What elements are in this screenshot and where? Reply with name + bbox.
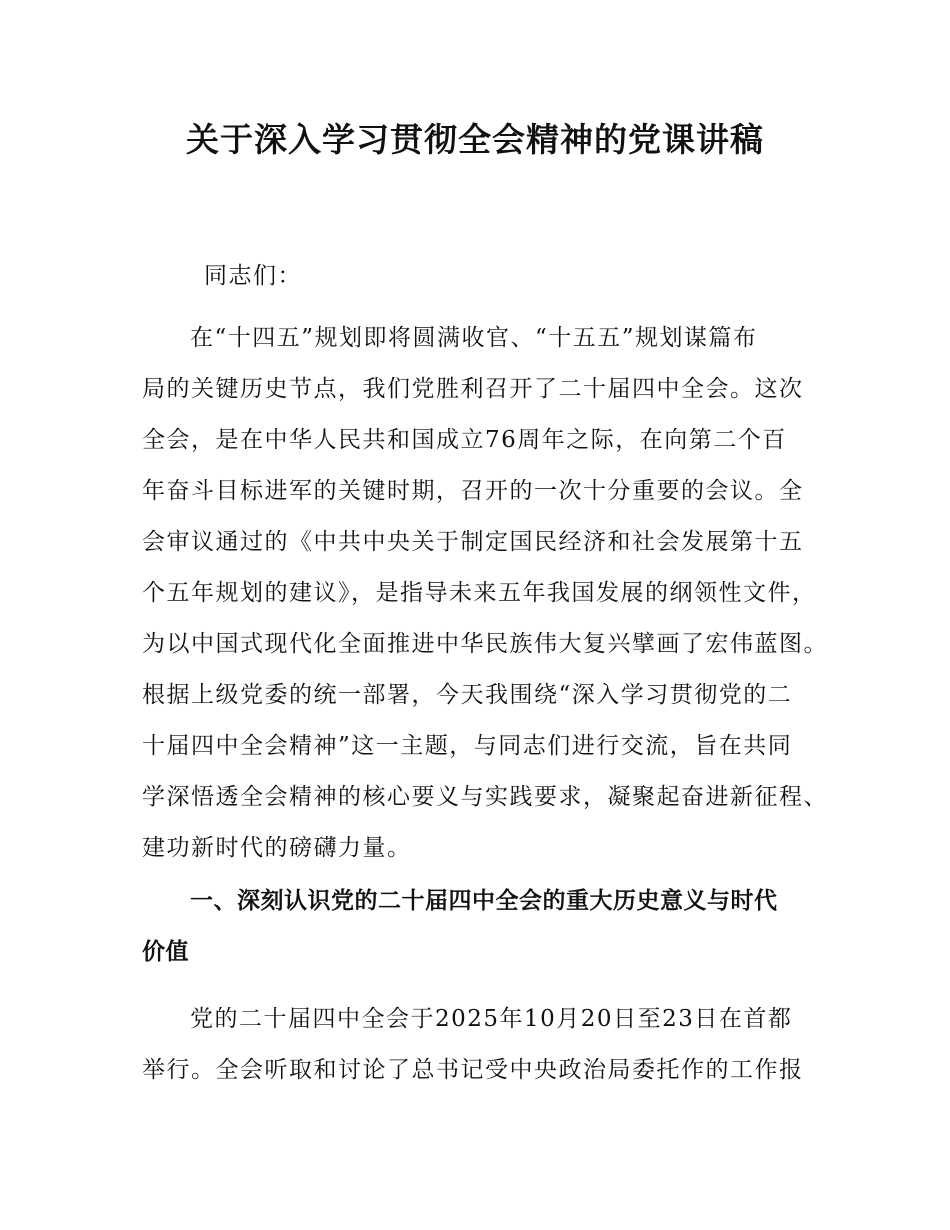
document-title: 关于深入学习贯彻全会精神的党课讲稿 <box>186 120 764 159</box>
paragraph-line: 在“十四五”规划即将圆满收官、“十五五”规划谋篇布 <box>190 325 758 351</box>
paragraph-line: 十届四中全会精神”这一主题，与同志们进行交流，旨在共同 <box>142 733 793 759</box>
paragraph-line: 党的二十届四中全会于2025年10月20日至23日在首都 <box>190 1006 793 1032</box>
paragraph-line: 全会，是在中华人民共和国成立76周年之际，在向第二个百 <box>142 427 787 453</box>
paragraph-line: 会审议通过的《中共中央关于制定国民经济和社会发展第十五 <box>142 529 804 555</box>
paragraph-line: 学深悟透全会精神的核心要义与实践要求，凝聚起奋进新征程、 <box>142 784 828 810</box>
paragraph-line: 年奋斗目标进军的关键时期，召开的一次十分重要的会议。全 <box>142 478 804 504</box>
paragraph-line: 建功新时代的磅礴力量。 <box>142 835 412 861</box>
greeting: 同志们： <box>204 263 302 289</box>
paragraph-line: 根据上级党委的统一部署，今天我围绕“深入学习贯彻党的二 <box>142 682 793 708</box>
paragraph-line: 个五年规划的建议》，是指导未来五年我国发展的纲领性文件， <box>142 580 817 606</box>
paragraph-line: 举行。全会听取和讨论了总书记受中央政治局委托作的工作报 <box>142 1057 804 1083</box>
paragraph-line: 局的关键历史节点，我们党胜利召开了二十届四中全会。这次 <box>142 376 804 402</box>
heading-line: 价值 <box>142 939 189 965</box>
paragraph-line: 为以中国式现代化全面推进中华民族伟大复兴擘画了宏伟蓝图。 <box>142 631 828 657</box>
heading-line: 一、深刻认识党的二十届四中全会的重大历史意义与时代 <box>190 888 778 914</box>
